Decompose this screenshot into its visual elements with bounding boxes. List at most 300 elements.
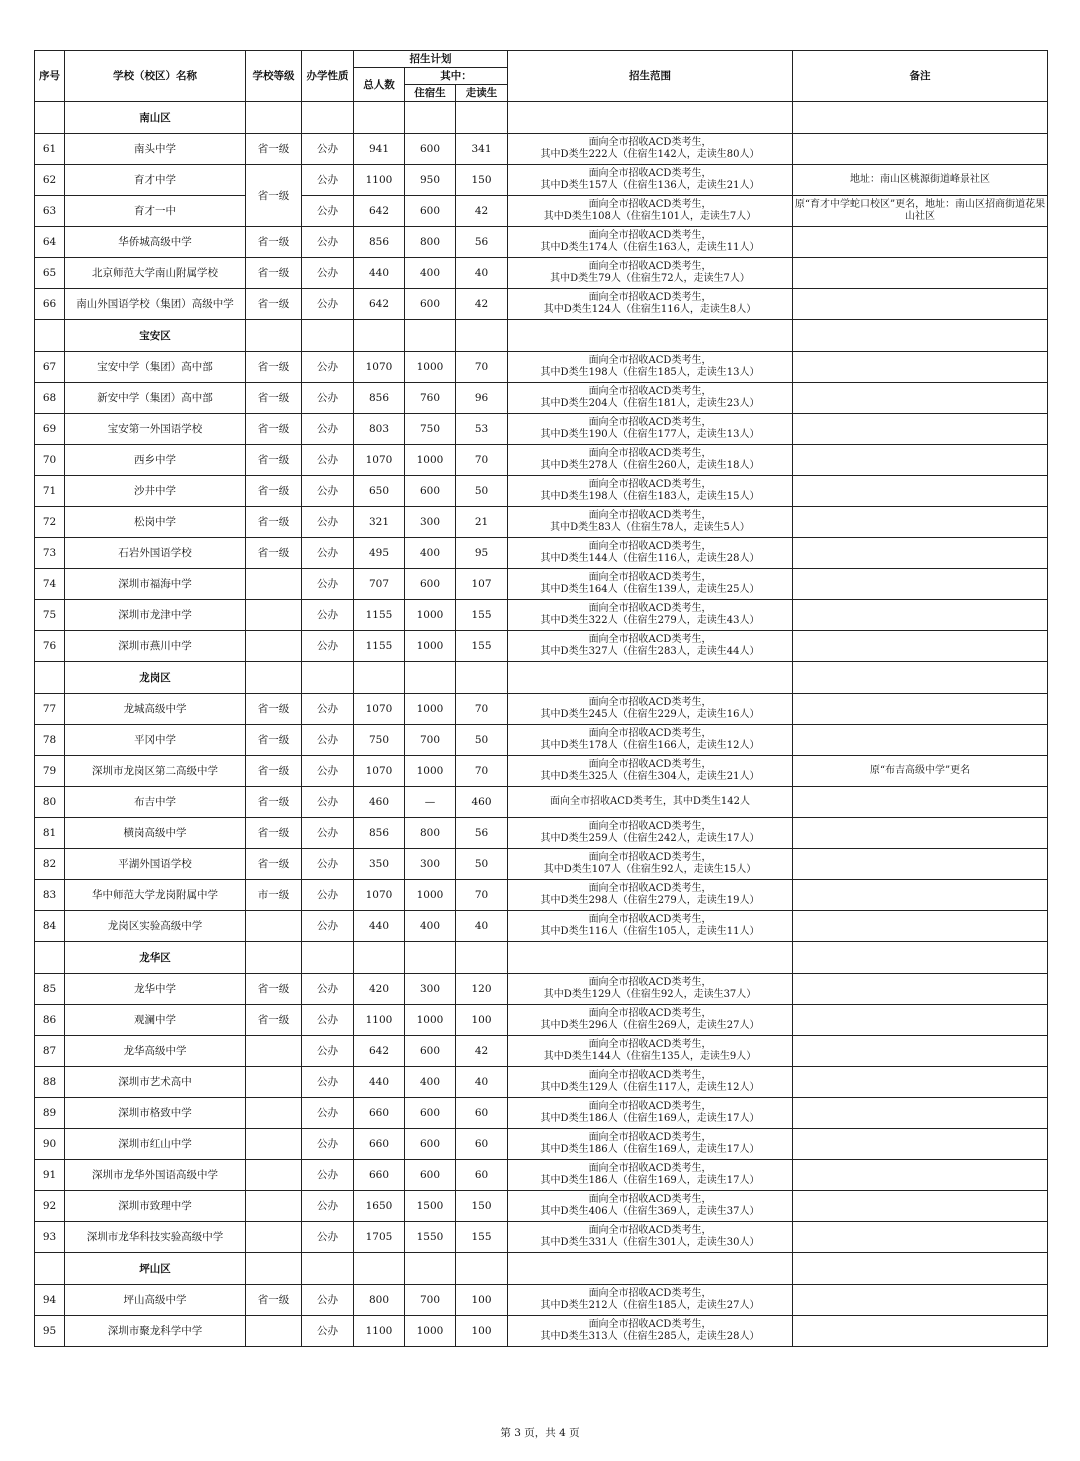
seq-cell: 65	[35, 258, 65, 289]
total-cell: 660	[354, 1129, 405, 1160]
range-cell	[508, 880, 793, 911]
note-cell	[793, 911, 1048, 942]
boarding-cell: 600	[405, 289, 456, 320]
range-line: 面向全市招收ACD类考生，	[588, 883, 712, 894]
seq-cell: 86	[35, 1005, 65, 1036]
nature-cell: 公办	[302, 1285, 354, 1316]
total-cell: 856	[354, 818, 405, 849]
total-cell: 440	[354, 1067, 405, 1098]
nature-cell: 公办	[302, 1098, 354, 1129]
school-name-cell: 观澜中学	[65, 1005, 246, 1036]
range-line: 面向全市招收ACD类考生，	[588, 634, 712, 645]
level-cell	[246, 631, 302, 662]
level-cell	[246, 1222, 302, 1253]
school-name-cell: 深圳市致理中学	[65, 1191, 246, 1222]
range-cell	[508, 476, 793, 507]
range-line: 其中D类生144人（住宿生135人，走读生9人）	[543, 1051, 757, 1062]
district-blank	[508, 1253, 793, 1285]
total-cell: 642	[354, 196, 405, 227]
school-name-cell: 深圳市红山中学	[65, 1129, 246, 1160]
table-row	[35, 880, 1048, 911]
note-cell	[793, 818, 1048, 849]
boarding-cell: 1000	[405, 694, 456, 725]
nature-cell: 公办	[302, 756, 354, 787]
nature-cell: 公办	[302, 569, 354, 600]
range-cell	[508, 818, 793, 849]
school-name-cell: 深圳市龙岗区第二高级中学	[65, 756, 246, 787]
range-cell	[508, 507, 793, 538]
nature-cell: 公办	[302, 1222, 354, 1253]
range-line: 面向全市招收ACD类考生，	[588, 1008, 712, 1019]
day-cell: 40	[456, 911, 508, 942]
level-cell: 省一级	[246, 258, 302, 289]
range-line: 其中D类生259人（住宿生242人，走读生17人）	[540, 833, 760, 844]
day-cell: 341	[456, 134, 508, 165]
school-name-cell: 深圳市福海中学	[65, 569, 246, 600]
day-cell: 40	[456, 1067, 508, 1098]
nature-cell: 公办	[302, 600, 354, 631]
level-cell: 省一级	[246, 352, 302, 383]
day-cell: 150	[456, 165, 508, 196]
note-cell	[793, 974, 1048, 1005]
school-name-cell: 深圳市艺术高中	[65, 1067, 246, 1098]
level-cell: 省一级	[246, 165, 302, 227]
seq-cell: 80	[35, 787, 65, 818]
day-cell: 70	[456, 756, 508, 787]
table-row	[35, 1160, 1048, 1191]
range-line: 其中D类生186人（住宿生169人，走读生17人）	[540, 1113, 760, 1124]
range-line: 其中D类生298人（住宿生279人，走读生19人）	[540, 895, 760, 906]
school-name-cell: 横岗高级中学	[65, 818, 246, 849]
boarding-cell: 300	[405, 507, 456, 538]
day-cell: 100	[456, 1316, 508, 1347]
range-line: 面向全市招收ACD类考生，	[588, 977, 712, 988]
range-line: 其中D类生322人（住宿生279人，走读生43人）	[540, 615, 760, 626]
seq-cell: 66	[35, 289, 65, 320]
range-line: 面向全市招收ACD类考生，	[588, 1225, 712, 1236]
level-cell: 省一级	[246, 1285, 302, 1316]
seq-cell: 95	[35, 1316, 65, 1347]
seq-cell: 68	[35, 383, 65, 414]
range-line: 面向全市招收ACD类考生，	[588, 479, 712, 490]
boarding-cell: 400	[405, 1067, 456, 1098]
range-line: 面向全市招收ACD类考生，	[588, 417, 712, 428]
range-cell	[508, 974, 793, 1005]
range-cell	[508, 756, 793, 787]
day-cell: 96	[456, 383, 508, 414]
district-blank	[508, 320, 793, 352]
day-cell: 107	[456, 569, 508, 600]
table-row	[35, 631, 1048, 662]
total-cell: 1070	[354, 756, 405, 787]
table-row	[35, 1005, 1048, 1036]
range-line: 面向全市招收ACD类考生，	[588, 1288, 712, 1299]
note-cell	[793, 725, 1048, 756]
header-plan: 招生计划	[354, 51, 508, 68]
total-cell: 750	[354, 725, 405, 756]
range-line: 面向全市招收ACD类考生，	[588, 1070, 712, 1081]
day-cell: 60	[456, 1129, 508, 1160]
day-cell: 155	[456, 631, 508, 662]
district-blank	[354, 102, 405, 134]
district-blank	[456, 320, 508, 352]
level-cell: 省一级	[246, 694, 302, 725]
range-line: 其中D类生144人（住宿生116人，走读生28人）	[540, 553, 760, 564]
range-line: 其中D类生129人（住宿生92人，走读生37人）	[543, 989, 757, 1000]
range-line: 面向全市招收ACD类考生，	[588, 852, 712, 863]
level-cell: 省一级	[246, 383, 302, 414]
district-blank	[246, 1253, 302, 1285]
level-cell: 省一级	[246, 818, 302, 849]
range-line: 面向全市招收ACD类考生，	[588, 386, 712, 397]
district-blank	[508, 102, 793, 134]
seq-cell: 87	[35, 1036, 65, 1067]
level-cell: 省一级	[246, 289, 302, 320]
header-seq: 序号	[35, 51, 65, 102]
district-blank	[405, 1253, 456, 1285]
range-cell	[508, 600, 793, 631]
header-note: 备注	[793, 51, 1048, 102]
school-name-cell: 深圳市格致中学	[65, 1098, 246, 1129]
note-cell: 原“育才中学蛇口校区”更名，地址：南山区招商街道花果山社区	[793, 196, 1048, 227]
range-line: 其中D类生174人（住宿生163人，走读生11人）	[540, 242, 760, 253]
table-row	[35, 1222, 1048, 1253]
range-line: 面向全市招收ACD类考生，	[588, 572, 712, 583]
range-line: 面向全市招收ACD类考生，	[588, 759, 712, 770]
nature-cell: 公办	[302, 725, 354, 756]
range-line: 其中D类生198人（住宿生185人，走读生13人）	[540, 367, 760, 378]
total-cell: 1155	[354, 631, 405, 662]
district-blank	[35, 320, 65, 352]
level-cell	[246, 1129, 302, 1160]
district-blank	[793, 662, 1048, 694]
seq-cell: 70	[35, 445, 65, 476]
level-cell	[246, 1316, 302, 1347]
header-school: 学校（校区）名称	[65, 51, 246, 102]
total-cell: 321	[354, 507, 405, 538]
level-cell	[246, 600, 302, 631]
table-row	[35, 538, 1048, 569]
seq-cell: 62	[35, 165, 65, 196]
level-cell: 省一级	[246, 1005, 302, 1036]
district-blank	[456, 942, 508, 974]
seq-cell: 92	[35, 1191, 65, 1222]
range-cell	[508, 1316, 793, 1347]
day-cell: 70	[456, 880, 508, 911]
seq-cell: 94	[35, 1285, 65, 1316]
district-blank	[354, 1253, 405, 1285]
district-blank	[354, 942, 405, 974]
total-cell: 1070	[354, 694, 405, 725]
district-blank	[793, 1253, 1048, 1285]
table-row	[35, 756, 1048, 787]
district-blank	[405, 942, 456, 974]
nature-cell: 公办	[302, 134, 354, 165]
boarding-cell: 1000	[405, 756, 456, 787]
table-row	[35, 289, 1048, 320]
total-cell: 420	[354, 974, 405, 1005]
range-line: 其中D类生278人（住宿生260人，走读生18人）	[540, 460, 760, 471]
total-cell: 660	[354, 1160, 405, 1191]
range-line: 面向全市招收ACD类考生，	[588, 1039, 712, 1050]
range-cell	[508, 725, 793, 756]
range-line: 面向全市招收ACD类考生，	[588, 292, 712, 303]
range-line: 其中D类生190人（住宿生177人，走读生13人）	[540, 429, 760, 440]
boarding-cell: 300	[405, 849, 456, 880]
note-cell	[793, 1067, 1048, 1098]
total-cell: 856	[354, 227, 405, 258]
table-row	[35, 974, 1048, 1005]
range-line: 其中D类生129人（住宿生117人，走读生12人）	[540, 1082, 760, 1093]
total-cell: 1100	[354, 165, 405, 196]
school-name-cell: 育才中学	[65, 165, 246, 196]
range-cell	[508, 1005, 793, 1036]
nature-cell: 公办	[302, 1316, 354, 1347]
table-row	[35, 849, 1048, 880]
note-cell	[793, 227, 1048, 258]
note-cell	[793, 1005, 1048, 1036]
range-line: 面向全市招收ACD类考生，	[588, 1132, 712, 1143]
total-cell: 1070	[354, 880, 405, 911]
total-cell: 707	[354, 569, 405, 600]
school-name-cell: 深圳市龙华外国语高级中学	[65, 1160, 246, 1191]
range-cell	[508, 694, 793, 725]
seq-cell: 81	[35, 818, 65, 849]
day-cell: 60	[456, 1160, 508, 1191]
note-cell	[793, 134, 1048, 165]
nature-cell: 公办	[302, 818, 354, 849]
note-cell	[793, 1316, 1048, 1347]
nature-cell: 公办	[302, 165, 354, 196]
header-boarding: 住宿生	[405, 85, 456, 102]
range-line: 其中D类生204人（住宿生181人，走读生23人）	[540, 398, 760, 409]
nature-cell: 公办	[302, 538, 354, 569]
table-header	[35, 51, 1048, 102]
day-cell: 50	[456, 476, 508, 507]
range-line: 其中D类生331人（住宿生301人，走读生30人）	[540, 1237, 760, 1248]
day-cell: 155	[456, 600, 508, 631]
boarding-cell: 1000	[405, 1316, 456, 1347]
table-row	[35, 507, 1048, 538]
boarding-cell: 950	[405, 165, 456, 196]
note-cell	[793, 1036, 1048, 1067]
school-name-cell: 龙华高级中学	[65, 1036, 246, 1067]
page-footer: 第 3 页，共 4 页	[500, 1427, 580, 1439]
range-line: 其中D类生222人（住宿生142人，走读生80人）	[540, 149, 760, 160]
school-name-cell: 龙岗区实验高级中学	[65, 911, 246, 942]
note-cell	[793, 476, 1048, 507]
nature-cell: 公办	[302, 1129, 354, 1160]
district-blank	[456, 102, 508, 134]
district-name: 龙岗区	[65, 662, 246, 694]
school-name-cell: 南山外国语学校（集团）高级中学	[65, 289, 246, 320]
school-name-cell: 松岗中学	[65, 507, 246, 538]
header-range: 招生范围	[508, 51, 793, 102]
range-line: 面向全市招收ACD类考生，	[588, 603, 712, 614]
boarding-cell: 400	[405, 911, 456, 942]
note-cell	[793, 1129, 1048, 1160]
range-cell	[508, 1191, 793, 1222]
school-name-cell: 布吉中学	[65, 787, 246, 818]
range-line: 面向全市招收ACD类考生，	[588, 1319, 712, 1330]
table-row	[35, 787, 1048, 818]
seq-cell: 61	[35, 134, 65, 165]
district-blank	[456, 1253, 508, 1285]
range-cell	[508, 787, 793, 818]
range-line: 其中D类生212人（住宿生185人，走读生27人）	[540, 1300, 760, 1311]
table-row	[35, 476, 1048, 507]
level-cell	[246, 1067, 302, 1098]
district-row	[35, 942, 1048, 974]
seq-cell: 89	[35, 1098, 65, 1129]
nature-cell: 公办	[302, 1005, 354, 1036]
range-line: 其中D类生296人（住宿生269人，走读生27人）	[540, 1020, 760, 1031]
boarding-cell: 1000	[405, 631, 456, 662]
note-cell	[793, 258, 1048, 289]
level-cell: 省一级	[246, 974, 302, 1005]
table-row	[35, 600, 1048, 631]
day-cell: 100	[456, 1285, 508, 1316]
day-cell: 70	[456, 445, 508, 476]
district-name: 南山区	[65, 102, 246, 134]
boarding-cell: 800	[405, 818, 456, 849]
nature-cell: 公办	[302, 289, 354, 320]
range-line: 面向全市招收ACD类考生，	[588, 510, 712, 521]
table-row	[35, 227, 1048, 258]
level-cell: 省一级	[246, 414, 302, 445]
nature-cell: 公办	[302, 258, 354, 289]
note-cell	[793, 1285, 1048, 1316]
boarding-cell: 1550	[405, 1222, 456, 1253]
total-cell: 440	[354, 911, 405, 942]
seq-cell: 85	[35, 974, 65, 1005]
range-cell	[508, 1129, 793, 1160]
district-blank	[793, 320, 1048, 352]
nature-cell: 公办	[302, 974, 354, 1005]
school-name-cell: 石岩外国语学校	[65, 538, 246, 569]
total-cell: 1155	[354, 600, 405, 631]
total-cell: 803	[354, 414, 405, 445]
seq-cell: 63	[35, 196, 65, 227]
range-line: 其中D类生313人（住宿生285人，走读生28人）	[540, 1331, 760, 1342]
seq-cell: 83	[35, 880, 65, 911]
seq-cell: 71	[35, 476, 65, 507]
seq-cell: 91	[35, 1160, 65, 1191]
header-nature: 办学性质	[302, 51, 354, 102]
seq-cell: 79	[35, 756, 65, 787]
range-line: 面向全市招收ACD类考生，	[588, 199, 712, 210]
nature-cell: 公办	[302, 880, 354, 911]
total-cell: 460	[354, 787, 405, 818]
district-blank	[354, 320, 405, 352]
day-cell: 70	[456, 352, 508, 383]
table-row	[35, 165, 1048, 196]
table-row	[35, 1316, 1048, 1347]
note-cell	[793, 1098, 1048, 1129]
day-cell: 155	[456, 1222, 508, 1253]
nature-cell: 公办	[302, 445, 354, 476]
nature-cell: 公办	[302, 849, 354, 880]
district-blank	[302, 102, 354, 134]
level-cell: 省一级	[246, 507, 302, 538]
total-cell: 642	[354, 1036, 405, 1067]
table-row	[35, 414, 1048, 445]
seq-cell: 93	[35, 1222, 65, 1253]
school-name-cell: 华中师范大学龙岗附属中学	[65, 880, 246, 911]
table-row	[35, 818, 1048, 849]
boarding-cell: 760	[405, 383, 456, 414]
table-row	[35, 134, 1048, 165]
level-cell	[246, 1191, 302, 1222]
note-cell	[793, 1191, 1048, 1222]
range-line: 面向全市招收ACD类考生，	[588, 261, 712, 272]
school-name-cell: 深圳市龙华科技实验高级中学	[65, 1222, 246, 1253]
note-cell	[793, 289, 1048, 320]
nature-cell: 公办	[302, 1191, 354, 1222]
day-cell: 53	[456, 414, 508, 445]
range-line: 其中D类生406人（住宿生369人，走读生37人）	[540, 1206, 760, 1217]
table-row	[35, 1098, 1048, 1129]
seq-cell: 88	[35, 1067, 65, 1098]
range-cell	[508, 258, 793, 289]
day-cell: 21	[456, 507, 508, 538]
header-among: 其中：	[405, 68, 508, 85]
range-cell	[508, 1036, 793, 1067]
total-cell: 440	[354, 258, 405, 289]
boarding-cell: 1000	[405, 352, 456, 383]
note-cell	[793, 880, 1048, 911]
day-cell: 70	[456, 694, 508, 725]
range-cell	[508, 445, 793, 476]
seq-cell: 76	[35, 631, 65, 662]
range-cell	[508, 849, 793, 880]
boarding-cell: 600	[405, 196, 456, 227]
range-line: 其中D类生108人（住宿生101人，走读生7人）	[543, 211, 757, 222]
total-cell: 650	[354, 476, 405, 507]
table-row	[35, 694, 1048, 725]
range-line: 面向全市招收ACD类考生，	[588, 914, 712, 925]
range-cell	[508, 911, 793, 942]
note-cell	[793, 694, 1048, 725]
total-cell: 1070	[354, 352, 405, 383]
header-day: 走读生	[456, 85, 508, 102]
boarding-cell: 300	[405, 974, 456, 1005]
range-cell	[508, 165, 793, 196]
range-cell	[508, 196, 793, 227]
note-cell	[793, 849, 1048, 880]
table-row	[35, 196, 1048, 227]
total-cell: 660	[354, 1098, 405, 1129]
district-blank	[302, 1253, 354, 1285]
table-row	[35, 1191, 1048, 1222]
boarding-cell: 1000	[405, 880, 456, 911]
boarding-cell: 600	[405, 1160, 456, 1191]
district-blank	[35, 942, 65, 974]
district-blank	[302, 942, 354, 974]
total-cell: 495	[354, 538, 405, 569]
day-cell: 42	[456, 1036, 508, 1067]
day-cell: 60	[456, 1098, 508, 1129]
school-name-cell: 华侨城高级中学	[65, 227, 246, 258]
range-line: 其中D类生186人（住宿生169人，走读生17人）	[540, 1144, 760, 1155]
note-cell	[793, 414, 1048, 445]
range-line: 面向全市招收ACD类考生，	[588, 1194, 712, 1205]
total-cell: 1650	[354, 1191, 405, 1222]
level-cell: 省一级	[246, 538, 302, 569]
table-row	[35, 1285, 1048, 1316]
level-cell: 省一级	[246, 227, 302, 258]
note-cell	[793, 352, 1048, 383]
